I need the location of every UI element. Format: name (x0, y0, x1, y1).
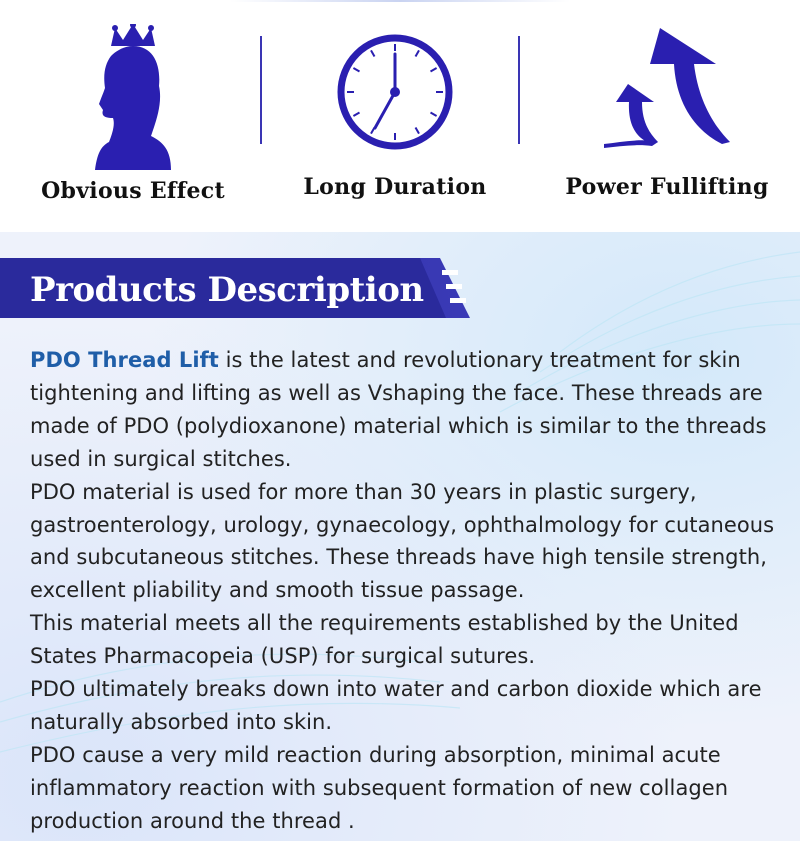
description-section (0, 232, 800, 841)
feature-power-fullifting (534, 20, 800, 220)
intro-paragraph (30, 344, 780, 476)
feature-label: Obvious Effect (41, 178, 225, 204)
product-description (30, 344, 780, 838)
clock-icon (335, 32, 455, 152)
description-paragraph: PDO ultimately breaks down into water and carbon dioxide which are naturally absorbed into skin. (30, 677, 762, 734)
product-name: PDO Thread Lift (30, 348, 219, 372)
divider (518, 36, 520, 144)
top-rule (230, 0, 570, 2)
features-section (0, 0, 800, 232)
description-paragraph: PDO material is used for more than 30 years in plastic surgery, gastroenterology, urology, gynaecology, ophthalmology for cutaneous and subcutaneous stitches. These threads have high tensile strength, excellent pliability and smooth tissue passage. (30, 479, 775, 603)
section-heading: Products Description (30, 270, 424, 310)
feature-long-duration (262, 20, 528, 220)
queen-silhouette-icon (93, 24, 173, 174)
description-paragraph: This material meets all the requirements established by the United States Pharmacopeia (USP) for surgical sutures. (30, 611, 739, 669)
upward-arrows-icon (602, 24, 732, 154)
intro-text: is the latest and revolutionary treatment for skin tightening and lifting as well as Vshaping the face. These threads are made of PDO (polydioxanone) material which is similar to the threads used in surgical stitches. (30, 348, 767, 471)
description-paragraph: PDO cause a very mild reaction during absorption, minimal acute inflammatory reaction with subsequent formation of new collagen production around the thread . (30, 742, 729, 833)
feature-label: Power Fullifting (565, 174, 769, 200)
feature-obvious-effect (0, 20, 266, 220)
feature-label: Long Duration (303, 174, 487, 200)
